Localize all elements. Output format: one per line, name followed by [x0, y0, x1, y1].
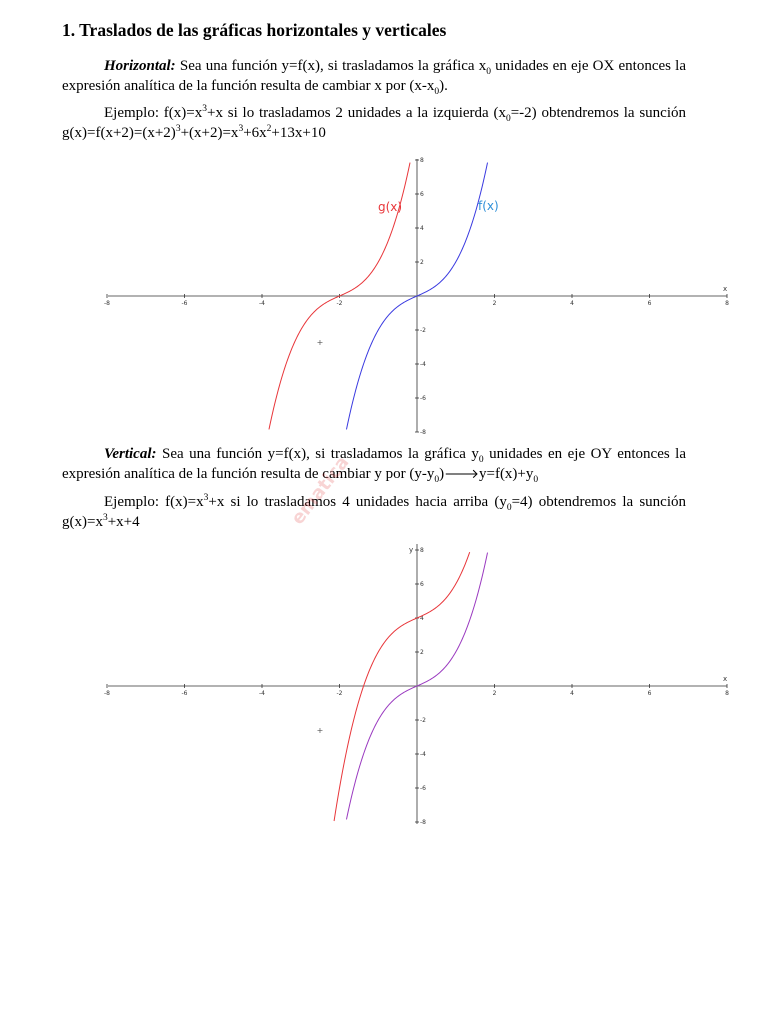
- vex-t4: +x+4: [107, 514, 140, 530]
- y-tick-label: 6: [420, 581, 424, 588]
- horizontal-term: Horizontal:: [104, 58, 176, 74]
- vex-sub1: 0: [506, 503, 512, 513]
- series-curve-0: [334, 552, 470, 821]
- x-axis-label: x: [723, 675, 728, 683]
- vertical-text-d: y=f(x)+y: [478, 466, 534, 482]
- vertical-example-paragraph: [62, 492, 686, 532]
- horizontal-sub-a: 0: [486, 67, 491, 77]
- horizontal-paragraph: [62, 56, 686, 96]
- vex-t2: +x si lo trasladamos 4 unidades hacia arriba (y: [208, 494, 507, 510]
- vex-s1: 3: [203, 493, 209, 503]
- vertical-sub-d: 0: [533, 475, 539, 485]
- horizontal-text-a: Sea una función y=f(x), si trasladamos la gráfica x: [175, 58, 487, 74]
- x-tick-label: 6: [647, 300, 652, 307]
- y-tick-label: -4: [420, 361, 426, 368]
- plus-marker: +: [316, 338, 324, 347]
- y-tick-label: 4: [420, 225, 424, 232]
- y-tick-label: -8: [420, 429, 426, 436]
- vertical-text-b: unidades en eje OY entonces la expresión analítica de la función resulta de cambiar y por (y-y: [62, 446, 687, 482]
- hex-t6: +13x+10: [271, 125, 326, 141]
- x-tick-label: 8: [725, 690, 729, 697]
- y-tick-label: -6: [420, 785, 426, 792]
- horizontal-example-paragraph: [62, 103, 686, 143]
- vertical-text-c: ): [439, 466, 445, 482]
- arrow-icon: 🡒: [444, 467, 479, 482]
- y-tick-label: 6: [420, 191, 424, 198]
- x-tick-label: -4: [259, 690, 265, 697]
- hex-t4: +(x+2)=x: [180, 125, 239, 141]
- horizontal-text-b: unidades en eje OX entonces la expresión analítica de la función resulta de cambiar x por (x-x: [62, 58, 687, 94]
- y-tick-label: 2: [420, 259, 424, 266]
- hex-t1: Ejemplo: f(x)=x: [104, 105, 203, 121]
- x-tick-label: 4: [570, 690, 574, 697]
- curve-label-1: f(x): [478, 199, 499, 213]
- y-tick-label: -2: [420, 327, 426, 334]
- hex-t3: =-2) obtendremos la sunción g(x)=f(x+2)=(x+2): [62, 105, 687, 141]
- hex-s2: 3: [175, 124, 181, 134]
- x-tick-label: 8: [725, 300, 729, 307]
- vertical-paragraph: [62, 444, 686, 485]
- watermark: ematica: [287, 452, 354, 529]
- hex-t2: +x si lo trasladamos 2 unidades a la izquierda (x: [206, 105, 506, 121]
- x-tick-label: 2: [492, 300, 497, 307]
- x-axis-label: x: [723, 285, 728, 293]
- y-tick-label: 8: [420, 157, 424, 164]
- y-tick-label: 2: [420, 649, 424, 656]
- y-tick-label: -8: [420, 819, 426, 826]
- x-tick-label: 6: [647, 690, 652, 697]
- vertical-term: Vertical:: [104, 446, 157, 462]
- y-tick-label: -2: [420, 717, 426, 724]
- vex-s2: 3: [102, 513, 108, 523]
- vertical-shift-graph: [98, 540, 738, 830]
- horizontal-sub-b: 0: [434, 87, 440, 97]
- section-title: 1. Traslados de las gráficas horizontales y verticales: [62, 20, 447, 40]
- vex-t1: Ejemplo: f(x)=x: [104, 494, 204, 510]
- x-tick-label: -6: [181, 300, 188, 307]
- horizontal-text-c: ).: [439, 78, 448, 94]
- x-tick-label: -8: [104, 690, 110, 697]
- hex-sub1: 0: [505, 114, 511, 124]
- hex-s4: 2: [266, 124, 272, 134]
- horizontal-shift-graph: [98, 155, 738, 437]
- x-tick-label: -2: [336, 300, 343, 307]
- x-tick-label: 4: [570, 300, 574, 307]
- vertical-text-a: Sea una función y=f(x), si trasladamos la gráfica y: [156, 446, 479, 462]
- x-tick-label: -6: [181, 690, 188, 697]
- hex-s3: 3: [238, 124, 244, 134]
- plus-marker: +: [316, 726, 324, 735]
- vertical-sub-b: 0: [434, 475, 440, 485]
- y-tick-label: 4: [420, 615, 424, 622]
- y-axis-label: y: [409, 546, 414, 554]
- x-tick-label: -2: [336, 690, 343, 697]
- x-tick-label: -8: [104, 300, 110, 307]
- y-tick-label: -4: [420, 751, 426, 758]
- vertical-sub-a: 0: [478, 455, 484, 465]
- hex-s1: 3: [202, 104, 207, 114]
- x-tick-label: 2: [492, 690, 497, 697]
- y-tick-label: 8: [420, 547, 424, 554]
- y-tick-label: -6: [420, 395, 426, 402]
- x-tick-label: -4: [259, 300, 265, 307]
- curve-label-0: g(x): [378, 200, 403, 214]
- hex-t5: +6x: [243, 125, 267, 141]
- vex-t3: =4) obtendremos la sunción g(x)=x: [62, 494, 686, 530]
